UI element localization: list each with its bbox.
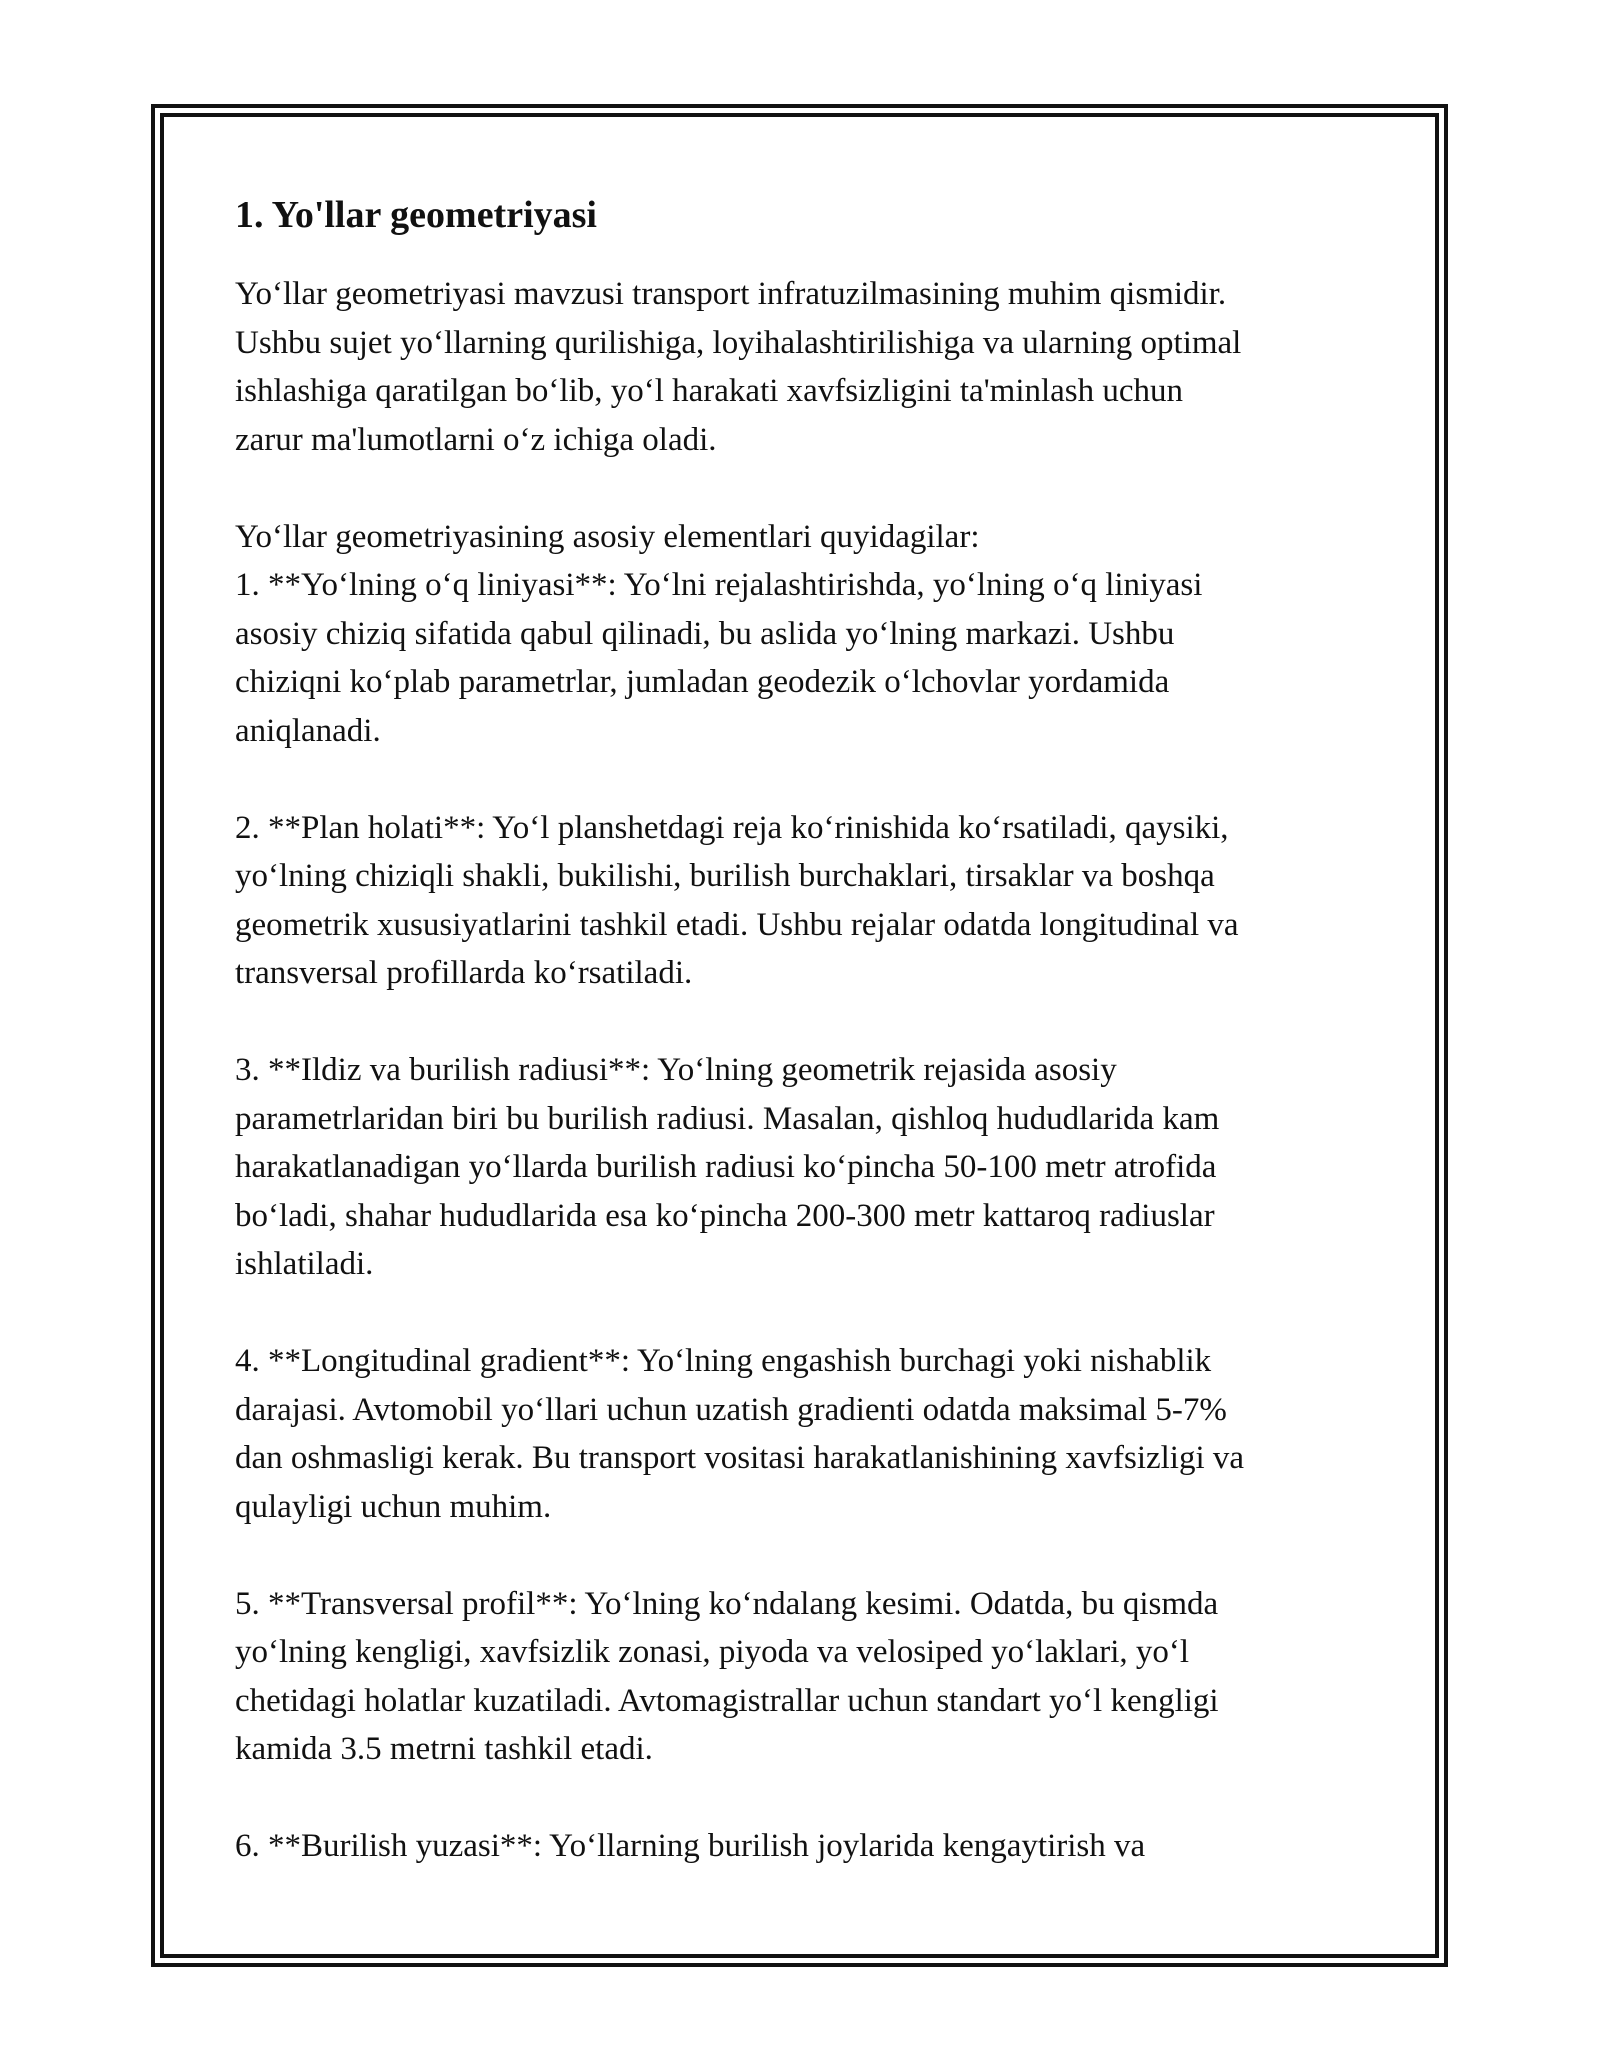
- paragraph-spacer: [235, 1774, 1375, 1823]
- document-body: [235, 180, 1375, 1871]
- paragraph-spacer: [235, 998, 1375, 1047]
- list-item: 4. **Longitudinal gradient**: Yo‘lning engashish burchagi yoki nishablik darajasi. Avtomobil yo‘llari uchun uzatish gradienti odatda maksimal 5-7% dan oshmasligi kerak. Bu transport vositasi harakatlanishining xavfsizligi va qulayligi uchun muhim.: [235, 1343, 1245, 1525]
- list-item: 6. **Burilish yuzasi**: Yo‘llarning burilish joylarida kengaytirish va: [235, 1828, 1146, 1864]
- paragraph-spacer: [235, 1531, 1375, 1580]
- paragraph-spacer: [235, 1289, 1375, 1338]
- list-item: 1. **Yo‘lning o‘q liniyasi**: Yo‘lni rejalashtirishda, yo‘lning o‘q liniyasi asosiy chiziq sifatida qabul qilinadi, bu aslida yo‘lning markazi. Ushbu chiziqni ko‘plab parametrlar, jumladan geodezik o‘lchovlar yordamida aniqlanadi.: [235, 567, 1203, 749]
- section-heading: 1. Yo'llar geometriyasi: [235, 194, 597, 236]
- paragraph-spacer: [235, 755, 1375, 804]
- paragraph-spacer: [235, 464, 1375, 513]
- intro-paragraph: Yo‘llar geometriyasi mavzusi transport infratuzilmasining muhim qismidir. Ushbu sujet yo‘llarning qurilishiga, loyihalashtirilishiga va ularning optimal ishlashiga qaratilgan bo‘lib, yo‘l harakati xavfsizligini ta'minlash uchun zarur ma'lumotlarni o‘z ichiga oladi.: [235, 276, 1242, 458]
- list-item: 3. **Ildiz va burilish radiusi**: Yo‘lning geometrik rejasida asosiy parametrlaridan biri bu burilish radiusi. Masalan, qishloq hududlarida kam harakatlanadigan yo‘llarda burilish radiusi ko‘pincha 50-100 metr atrofida bo‘ladi, shahar hududlarida esa ko‘pincha 200-300 metr kattaroq radiuslar ishlatiladi.: [235, 1052, 1220, 1282]
- elements-intro: Yo‘llar geometriyasining asosiy elementlari quyidagilar:: [235, 518, 980, 555]
- list-item: 2. **Plan holati**: Yo‘l planshetdagi reja ko‘rinishida ko‘rsatiladi, qaysiki, yo‘lning chiziqli shakli, bukilishi, burilish burchaklari, tirsaklar va boshqa geometrik xususiyatlarini tashkil etadi. Ushbu rejalar odatda longitudinal va transversal profillarda ko‘rsatiladi.: [235, 809, 1239, 991]
- list-item: 5. **Transversal profil**: Yo‘lning ko‘ndalang kesimi. Odatda, bu qismda yo‘lning kengligi, xavfsizlik zonasi, piyoda va velosiped yo‘laklari, yo‘l chetidagi holatlar kuzatiladi. Avtomagistrallar uchun standart yo‘l kengligi kamida 3.5 metrni tashkil etadi.: [235, 1585, 1219, 1767]
